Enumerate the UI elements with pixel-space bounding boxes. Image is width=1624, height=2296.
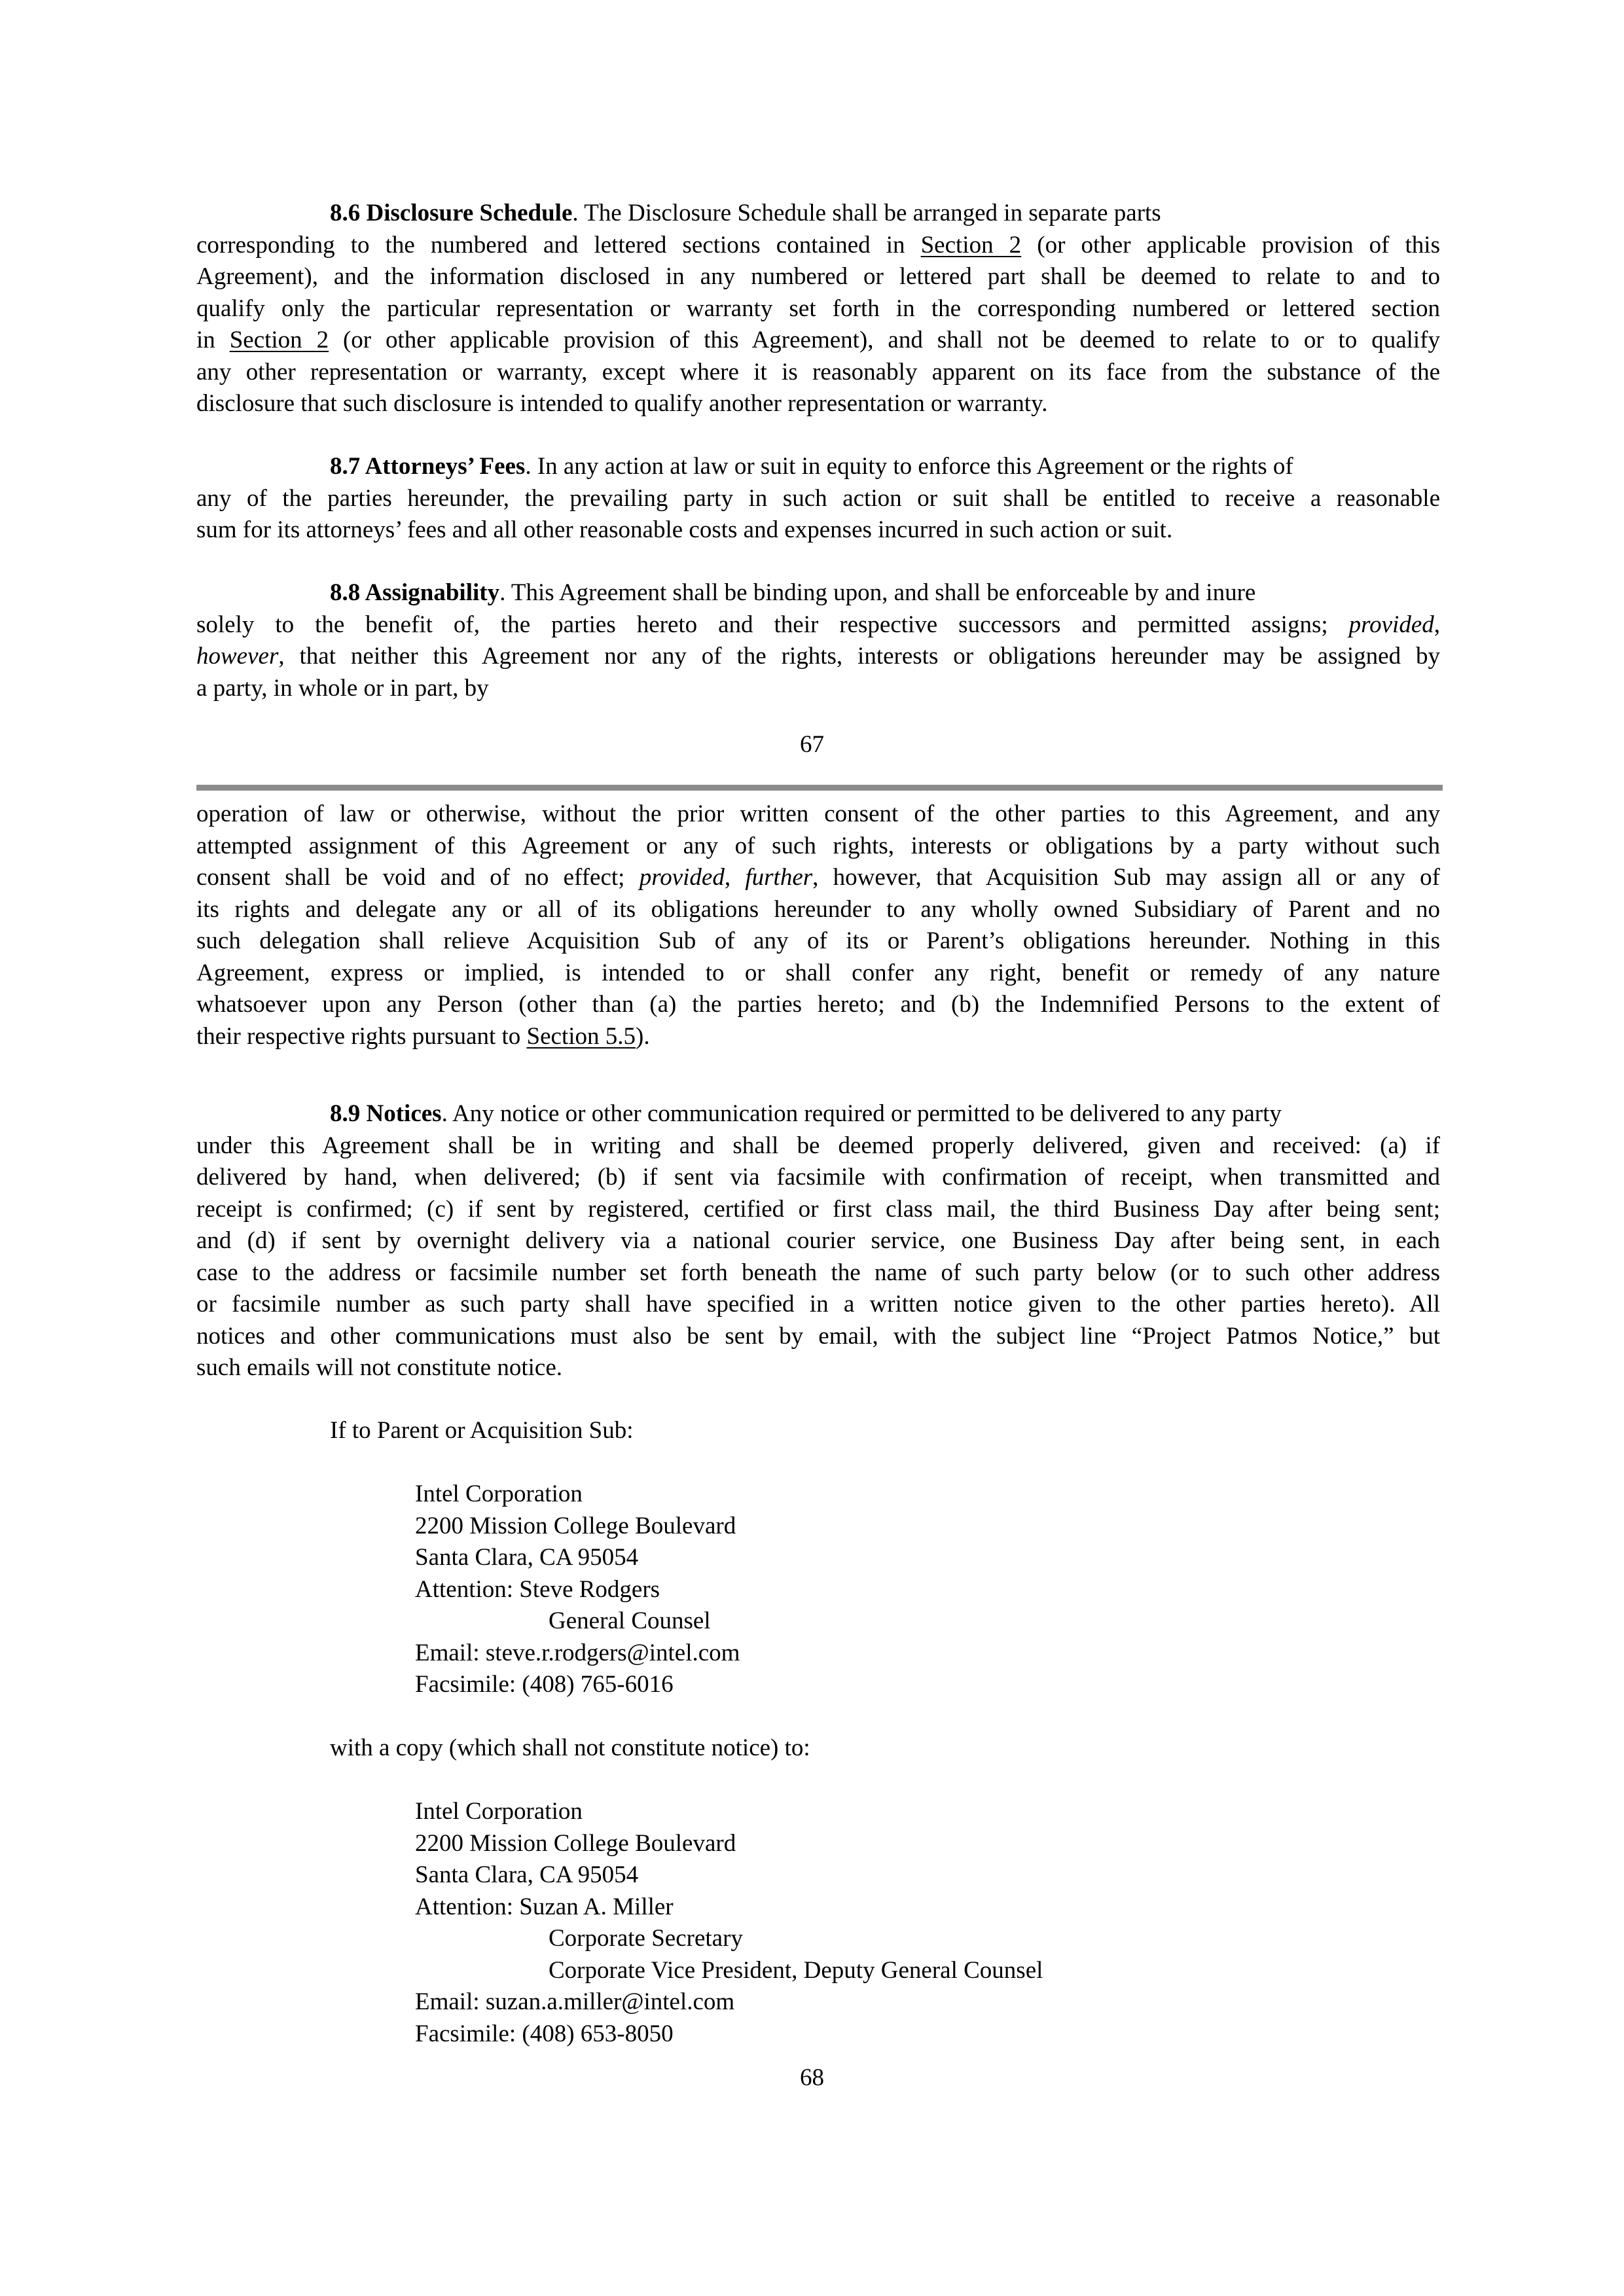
section-5-5-reference: Section 5.5 <box>526 1022 636 1050</box>
address-company: Intel Corporation <box>415 1480 583 1507</box>
address-city: Santa Clara, CA 95054 <box>415 1544 639 1571</box>
address-block-copy <box>415 1796 1043 2050</box>
address-fax: Facsimile: (408) 653-8050 <box>415 2020 674 2047</box>
section-8-7-paragraph: 8.7 Attorneys’ Fees. In any action at law or suit in equity to enforce this Agreement or the rights of any of the parties hereunder, the prevailing party in such action or suit shall be entitled to receive a reasonable sum for its attorneys’ fees and all other reasonable costs and expenses incurred in such action or suit. <box>196 453 1440 543</box>
address-street: 2200 Mission College Boulevard <box>415 1829 736 1857</box>
page-number-67: 67 <box>800 731 824 758</box>
copy-recipient-intro: with a copy (which shall not constitute notice) to: <box>330 1734 810 1761</box>
section-2-reference: Section 2 <box>229 327 329 353</box>
address-email: Email: suzan.a.miller@intel.com <box>415 1988 735 2015</box>
address-attention: Attention: Steve Rodgers <box>415 1575 660 1603</box>
address-city: Santa Clara, CA 95054 <box>415 1861 639 1888</box>
address-email: Email: steve.r.rodgers@intel.com <box>415 1639 740 1666</box>
address-block-primary <box>415 1479 740 1701</box>
section-8-9-heading: 8.9 Notices <box>330 1100 442 1127</box>
address-street: 2200 Mission College Boulevard <box>415 1512 736 1539</box>
address-fax: Facsimile: (408) 765-6016 <box>415 1671 674 1698</box>
section-8-7-heading: 8.7 Attorneys’ Fees <box>330 453 526 480</box>
address-title: General Counsel <box>549 1607 711 1634</box>
address-title: Corporate Vice President, Deputy General Counsel <box>549 1956 1043 1984</box>
section-8-8-paragraph: 8.8 Assignability. This Agreement shall be binding upon, and shall be enforceable by and inure solely to the benefit of, the parties hereto and their respective successors and permitted assigns; provided, however, that neither this Agreement nor any of the rights, interests or obligations hereunder may be assigned by a party, in whole or in part, by <box>196 579 1440 702</box>
section-2-reference: Section 2 <box>920 231 1022 259</box>
address-attention: Attention: Suzan A. Miller <box>415 1893 674 1920</box>
address-title: Corporate Secretary <box>549 1925 743 1952</box>
page-number-68: 68 <box>800 2064 824 2091</box>
address-company: Intel Corporation <box>415 1798 583 1825</box>
page-break-divider <box>196 785 1443 791</box>
notice-recipient-intro: If to Parent or Acquisition Sub: <box>330 1417 634 1444</box>
section-8-6-heading: 8.6 Disclosure Schedule <box>330 200 573 226</box>
section-8-8-heading: 8.8 Assignability <box>330 579 500 606</box>
section-8-8-continuation: operation of law or otherwise, without the prior written consent of the other parties to this Agreement, and any attempted assignment of this Agreement or any of such rights, interests or obligations by a party without such consent shall be void and of no effect; provided, further, however, that Acquisition Sub may assign all or any of its rights and delegate any or all of its obligations hereunder to any wholly owned Subsidiary of Parent and no such delegation shall relieve Acquisition Sub of any of its or Parent’s obligations hereunder. Nothing in this Agreement, express or implied, is intended to or shall confer any right, benefit or remedy of any nature whatsoever upon any Person (other than (a) the parties hereto; and (b) the Indemnified Persons to the extent of their respective rights pursuant to Section 5.5). <box>196 800 1441 1050</box>
section-8-9-paragraph: 8.9 Notices. Any notice or other communication required or permitted to be delivered to any party under this Agreement shall be in writing and shall be deemed properly delivered, given and received: (a) if delivered by hand, when delivered; (b) if sent via facsimile with confirmation of receipt, when transmitted and receipt is confirmed; (c) if sent by registered, certified or first class mail, the third Business Day after being sent; and (d) if sent by overnight delivery via a national courier service, one Business Day after being sent, in each case to the address or facsimile number set forth beneath the name of such party below (or to such other address or facsimile number as such party shall have specified in a written notice given to the other parties hereto). All notices and other communications must also be sent by email, with the subject line “Project Patmos Notice,” but such emails will not constitute notice. <box>196 1100 1440 1381</box>
section-8-6-paragraph: 8.6 Disclosure Schedule. The Disclosure Schedule shall be arranged in separate parts corresponding to the numbered and lettered sections contained in Section 2 (or other applicable provision of this Agreement), and the information disclosed in any numbered or lettered part shall be deemed to relate to and to qualify only the particular representation or warranty set forth in the corresponding numbered or lettered section in Section 2 (or other applicable provision of this Agreement), and shall not be deemed to relate to or to qualify any other representation or warranty, except where it is reasonably apparent on its face from the substance of the disclosure that such disclosure is intended to qualify another representation or warranty. <box>196 200 1441 417</box>
